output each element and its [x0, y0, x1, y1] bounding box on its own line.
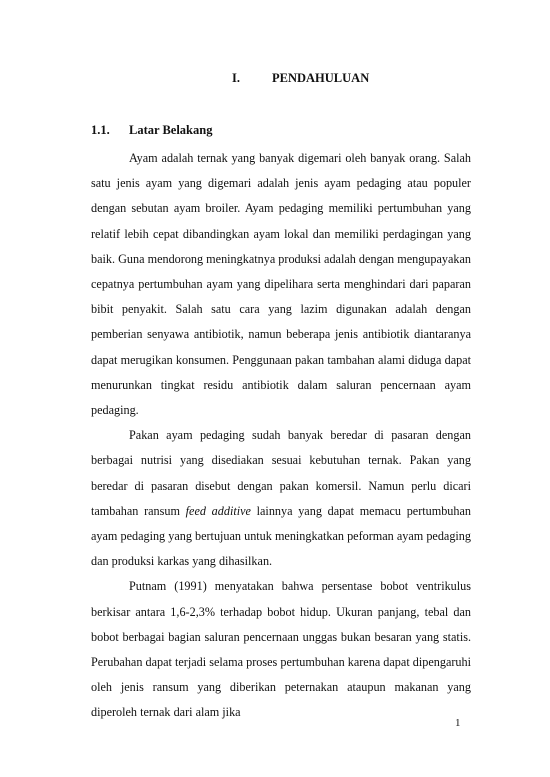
body-text	[91, 146, 471, 726]
chapter-heading	[232, 71, 369, 86]
chapter-number: I.	[232, 71, 240, 85]
chapter-title: PENDAHULUAN	[272, 71, 370, 85]
section-heading	[91, 123, 212, 138]
paragraph: Putnam (1991) menyatakan bahwa persentase bobot ventrikulus berkisar antara 1,6-2,3% terhadap bobot hidup. Ukuran panjang, tebal dan bobot berbagai bagian saluran pencernaan unggas bukan besaran yang statis. Perubahan dapat terjadi selama proses pertumbuhan karena dapat dipengaruhi oleh jenis ransum yang diberikan peternakan ataupun makanan yang diperoleh ternak dari alam jika	[91, 579, 471, 720]
paragraph: Ayam adalah ternak yang banyak digemari oleh banyak orang. Salah satu jenis ayam yang digemari adalah jenis ayam pedaging atau populer dengan sebutan ayam broiler. Ayam pedaging memiliki pertumbuhan yang relatif lebih cepat dibandingkan ayam lokal dan memiliki perdagingan yang baik. Guna mendorong meningkatnya produksi adalah dengan mengupayakan cepatnya pertumbuhan ayam yang dipelihara serta menghindari dari paparan bibit penyakit. Salah satu cara yang lazim digunakan adalah dengan pemberian senyawa antibiotik, namun beberapa jenis antibiotik diantaranya dapat merugikan konsumen. Penggunaan pakan tambahan alami diduga dapat menurunkan tingkat residu antibiotik dalam saluran pencernaan ayam pedaging.	[91, 151, 471, 418]
paragraph-text: lainnya yang dapat memacu pertumbuhan ayam pedaging yang bertujuan untuk meningkatkan peforman ayam pedaging dan produksi karkas yang dihasilkan.	[91, 503, 471, 569]
italic-term: feed additive	[185, 503, 251, 518]
page-number: 1	[455, 717, 461, 729]
section-title: Latar Belakang	[129, 123, 213, 137]
section-number: 1.1.	[91, 123, 110, 137]
paragraph-text: Pakan ayam pedaging sudah banyak beredar di pasaran dengan berbagai nutrisi yang disediakan sesuai kebutuhan ternak. Pakan yang beredar di pasaran disebut dengan pakan komersil. Namun perlu dicari tambahan ransum	[91, 428, 471, 518]
paragraph	[91, 423, 471, 574]
